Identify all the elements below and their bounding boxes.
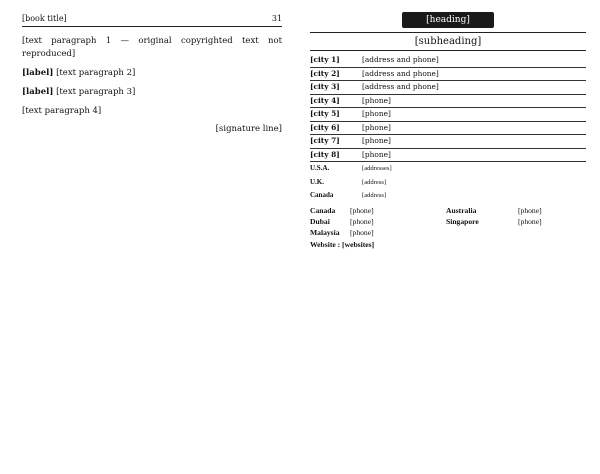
international-entry: [310, 189, 586, 203]
address-details: [phone]: [362, 95, 391, 105]
page-number: 31: [271, 14, 282, 23]
address-entry: [310, 108, 586, 122]
contact-label: Malaysia: [310, 227, 340, 237]
right-page: [300, 0, 600, 474]
speaker-label: [label]: [22, 87, 54, 97]
city-label: [city 6]: [310, 122, 340, 132]
country-label: Canada: [310, 191, 334, 199]
website-line[interactable]: Website : [websites]: [310, 239, 375, 249]
city-label: [city 4]: [310, 95, 340, 105]
address-details: [address and phone]: [362, 82, 439, 91]
contact-value: [phone]: [350, 227, 374, 237]
contact-label: Singapore: [446, 216, 479, 226]
paragraph-text: [text paragraph 3]: [56, 87, 136, 97]
contact-value: [phone]: [518, 216, 542, 226]
contact-label: Australia: [446, 205, 477, 215]
city-label: [city 3]: [310, 82, 340, 91]
book-title: [book title]: [22, 14, 67, 23]
address-entry: [310, 54, 586, 68]
paragraph: [22, 105, 282, 118]
running-head: [22, 14, 282, 27]
address-details: [address and phone]: [362, 68, 439, 78]
address-details: [phone]: [362, 136, 391, 145]
address-entry: [310, 68, 586, 82]
contact-label: Dubai: [310, 216, 330, 226]
paragraph-text: [text paragraph 1 — original copyrighted text not reproduced]: [22, 36, 282, 59]
international-details: [address]: [362, 178, 387, 186]
city-label: [city 8]: [310, 149, 340, 159]
contact-value: [phone]: [350, 216, 374, 226]
paragraph: [22, 86, 282, 99]
contact-label: Canada: [310, 205, 336, 215]
address-details: [phone]: [362, 109, 391, 118]
address-entry: [310, 122, 586, 136]
city-label: [city 7]: [310, 136, 340, 145]
address-details: [phone]: [362, 122, 391, 132]
section-subtitle: [subheading]: [310, 32, 586, 51]
city-label: [city 5]: [310, 109, 340, 118]
address-entry: [310, 81, 586, 95]
city-label: [city 1]: [310, 55, 340, 64]
signature: [signature line]: [215, 124, 282, 134]
address-details: [address and phone]: [362, 55, 439, 64]
address-entry: [310, 135, 586, 149]
paragraph-text: [text paragraph 4]: [22, 106, 102, 116]
paragraph-text: [text paragraph 2]: [56, 68, 136, 78]
speaker-label: [label]: [22, 68, 54, 78]
address-entry: [310, 149, 586, 163]
international-entry: [310, 176, 586, 190]
paragraph: [22, 67, 282, 80]
country-label: U.K.: [310, 177, 324, 186]
contact-value: [phone]: [518, 205, 542, 215]
international-details: [address]: [362, 192, 387, 199]
contact-label: [446, 227, 518, 238]
section-title: [heading]: [402, 12, 494, 28]
international-list: [310, 162, 586, 203]
country-label: U.S.A.: [310, 164, 330, 172]
paragraph: [22, 35, 282, 61]
contact-value: [phone]: [350, 205, 374, 215]
address-list: [310, 54, 586, 162]
address-entry: [310, 95, 586, 109]
phone-contacts: [310, 205, 586, 238]
city-label: [city 2]: [310, 68, 340, 78]
international-details: [addresses]: [362, 165, 392, 172]
international-entry: [310, 162, 586, 176]
address-details: [phone]: [362, 149, 391, 159]
contact-value: [518, 227, 586, 238]
